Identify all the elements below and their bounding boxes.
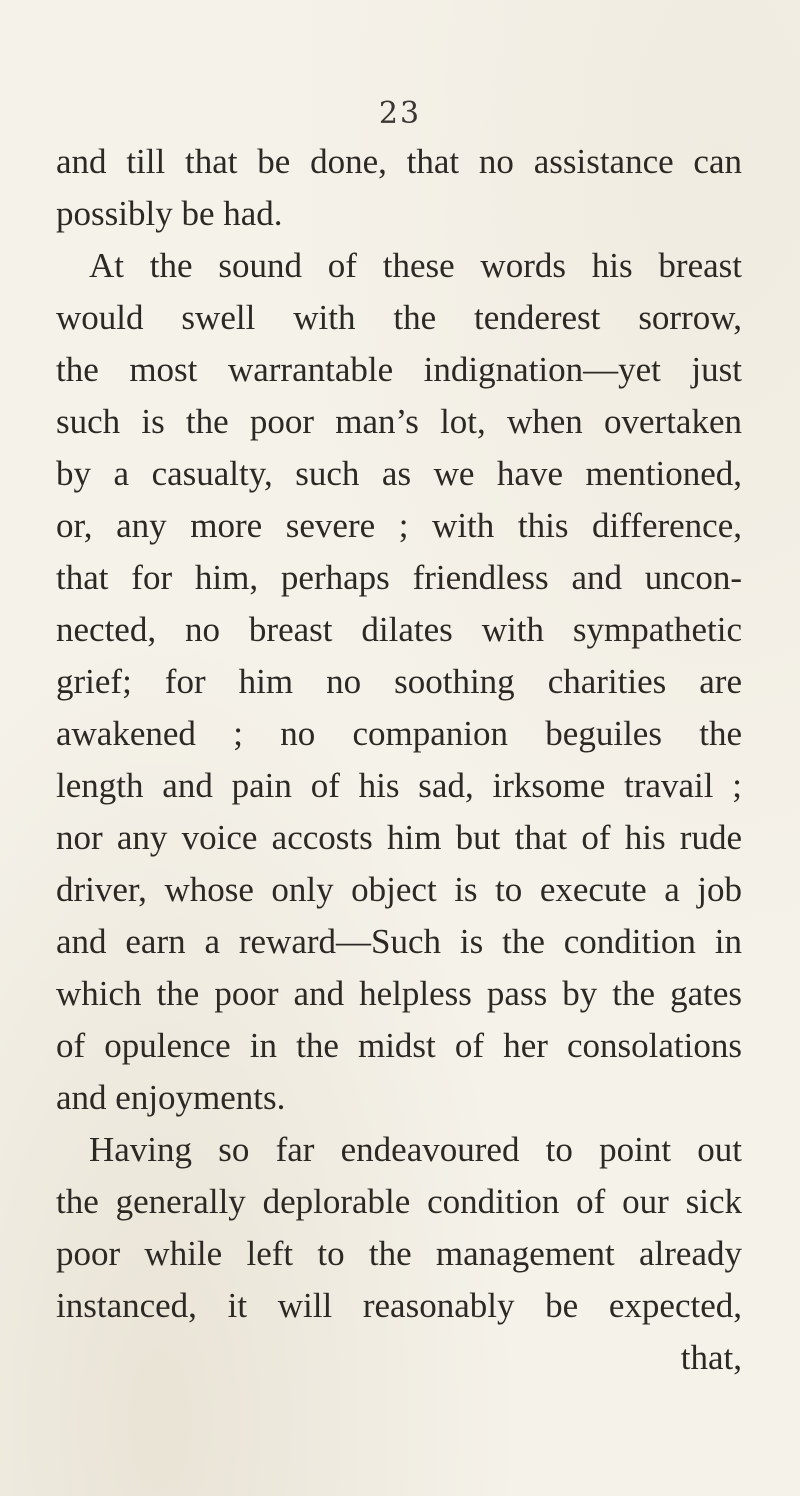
catchword: that, [680,1338,742,1377]
text-line: would swell with the tenderest sorrow, [56,298,742,337]
text-line: nected, no breast dilates with sympathetic [56,610,742,649]
text-line: the most warrantable indignation—yet just [56,350,742,389]
text-line: length and pain of his sad, irksome travail ; [56,766,742,805]
text-line: poor while left to the management already [56,1234,742,1273]
text-line: possibly be had. [56,194,283,233]
text-line: which the poor and helpless pass by the gates [56,974,742,1013]
text-line: At the sound of these words his breast [89,246,742,285]
text-line: awakened ; no companion beguiles the [56,714,742,753]
text-line: and enjoyments. [56,1078,286,1117]
text-line: that for him, perhaps friendless and uncon- [56,558,742,597]
page-number: 23 [378,96,422,131]
text-line: Having so far endeavoured to point out [89,1130,742,1169]
text-line: and till that be done, that no assistance can [56,142,742,181]
body-text [56,136,742,1384]
text-line: and earn a reward—Such is the condition in [56,922,742,961]
text-line: by a casualty, such as we have mentioned, [56,454,742,493]
text-line: or, any more severe ; with this difference, [56,506,742,545]
text-line: of opulence in the midst of her consolations [56,1026,742,1065]
text-line: instanced, it will reasonably be expected, [56,1286,742,1325]
text-line: such is the poor man’s lot, when overtaken [56,402,742,441]
text-line: grief; for him no soothing charities are [56,662,742,701]
text-line: nor any voice accosts him but that of his rude [56,818,742,857]
text-line: the generally deplorable condition of our sick [56,1182,742,1221]
text-line: driver, whose only object is to execute a job [56,870,742,909]
